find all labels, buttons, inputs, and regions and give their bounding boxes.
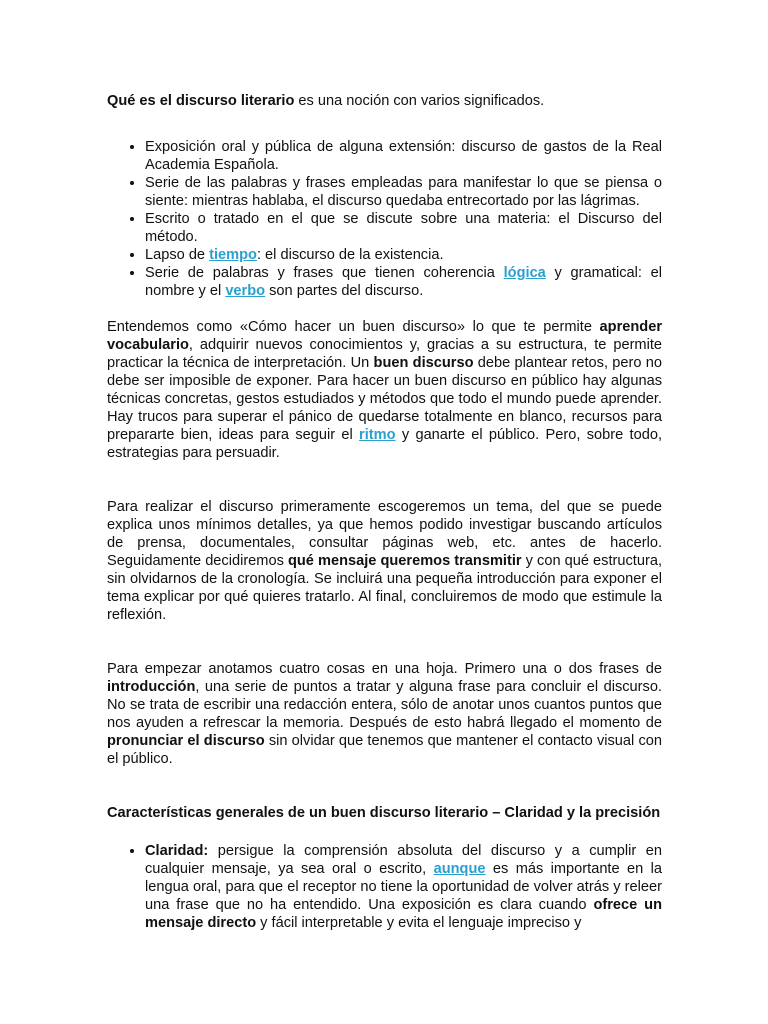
definition-text: : el discurso de la existencia. — [256, 247, 444, 263]
paragraph-text: , una serie de puntos a tratar y alguna frase para concluir el discurso. No se trata de escribir una redacción entera, sólo de anotar unos cuantos puntos que nos ayuden a refrescar la memoria. Después de esto habrá llegado el momento de — [107, 679, 662, 731]
definition-text: Exposición oral y pública de alguna extensión: discurso de gastos de la Real Academia Española. — [145, 139, 662, 173]
paragraph-realizar-discurso — [107, 498, 662, 624]
paragraph-text: persigue la comprensión absoluta del discurso y a cumplir en cualquier mensaje, ya sea oral o escrito, — [145, 843, 662, 877]
label-claridad: Claridad: — [145, 843, 209, 859]
paragraph-text: y fácil interpretable y evita el lenguaje impreciso y — [256, 915, 582, 931]
characteristics-list — [107, 842, 662, 932]
link-ritmo[interactable]: ritmo — [359, 427, 396, 443]
characteristic-claridad — [145, 842, 662, 932]
bold-aprender-vocabulario: aprender vocabulario — [107, 319, 662, 353]
paragraph-empezar — [107, 660, 662, 768]
paragraph-text: sin olvidar que tenemos que mantener el contacto visual con el público. — [107, 733, 662, 767]
section-heading — [107, 804, 662, 822]
definition-item-2 — [145, 174, 662, 210]
paragraph-text: y ganarte el público. Pero, sobre todo, estrategias para persuadir. — [107, 427, 662, 461]
definition-text: Lapso de — [145, 247, 210, 263]
definition-text: Serie de las palabras y frases empleadas para manifestar lo que se piensa o siente: mientras hablaba, el discurso quedaba entrecortado por las lágrimas. — [145, 175, 662, 209]
link-logica[interactable]: lógica — [503, 265, 546, 281]
paragraph-text: es más importante en la lengua oral, para que el receptor no tiene la oportunidad de volver atrás y releer una frase que no ha entendido. Una exposición es clara cuando — [145, 861, 662, 913]
heading-text: Características generales de un buen discurso literario – Claridad y la precisión — [107, 805, 661, 821]
definition-text: Escrito o tratado en el que se discute sobre una materia: el Discurso del método. — [145, 211, 662, 245]
paragraph-buen-discurso — [107, 318, 662, 462]
definition-item-3 — [145, 210, 662, 246]
definition-text: son partes del discurso. — [265, 283, 424, 299]
bold-buen-discurso: buen discurso — [373, 355, 474, 371]
paragraph-text: Para empezar anotamos cuatro cosas en una hoja. Primero una o dos frases de — [107, 661, 662, 677]
bold-introduccion: introducción — [107, 679, 196, 695]
definition-item-5 — [145, 264, 662, 300]
bold-que-mensaje: qué mensaje queremos transmitir — [287, 553, 522, 569]
paragraph-text: Entendemos como «Cómo hacer un buen discurso» lo que te permite — [107, 319, 600, 335]
paragraph-text: , adquirir nuevos conocimientos y, gracias a su estructura, te permite practicar la técnica de interpretación. Un — [107, 337, 662, 371]
document-page — [107, 92, 662, 932]
definition-list — [107, 138, 662, 300]
paragraph-text: debe plantear retos, pero no debe ser imposible de exponer. Para hacer un buen discurso en público hay algunas técnicas concretas, gestos estudiados y métodos que todo el mundo puede aprender. Hay trucos para superar el pánico de quedarse totalmente en blanco, recursos para prepararte bien, ideas para seguir el — [107, 355, 663, 443]
link-tiempo[interactable]: tiempo — [209, 247, 257, 263]
link-verbo[interactable]: verbo — [225, 283, 266, 299]
paragraph-text: Para realizar el discurso primeramente escogeremos un tema, del que se puede explica unos mínimos detalles, ya que hemos podido investigar buscando artículos de prensa, documentales, consultar páginas web, etc. antes de hacerlo. Seguidamente decidiremos — [107, 499, 662, 569]
intro-paragraph — [107, 92, 662, 110]
link-aunque[interactable]: aunque — [433, 861, 486, 877]
paragraph-text: y con qué estructura, sin olvidarnos de la cronología. Se incluirá una pequeña introducción para exponer el tema explicar por qué quieres tratarlo. Al final, concluiremos de modo que estimule la reflexión. — [107, 553, 662, 623]
intro-rest: es una noción con varios significados. — [294, 93, 545, 109]
definition-item-1 — [145, 138, 662, 174]
definition-text: y gramatical: el nombre y el — [145, 265, 662, 299]
intro-bold: Qué es el discurso literario — [107, 93, 295, 109]
bold-pronunciar-discurso: pronunciar el discurso — [107, 733, 265, 749]
bold-mensaje-directo: ofrece un mensaje directo — [145, 897, 662, 931]
definition-text: Serie de palabras y frases que tienen coherencia — [145, 265, 504, 281]
definition-item-4 — [145, 246, 662, 264]
